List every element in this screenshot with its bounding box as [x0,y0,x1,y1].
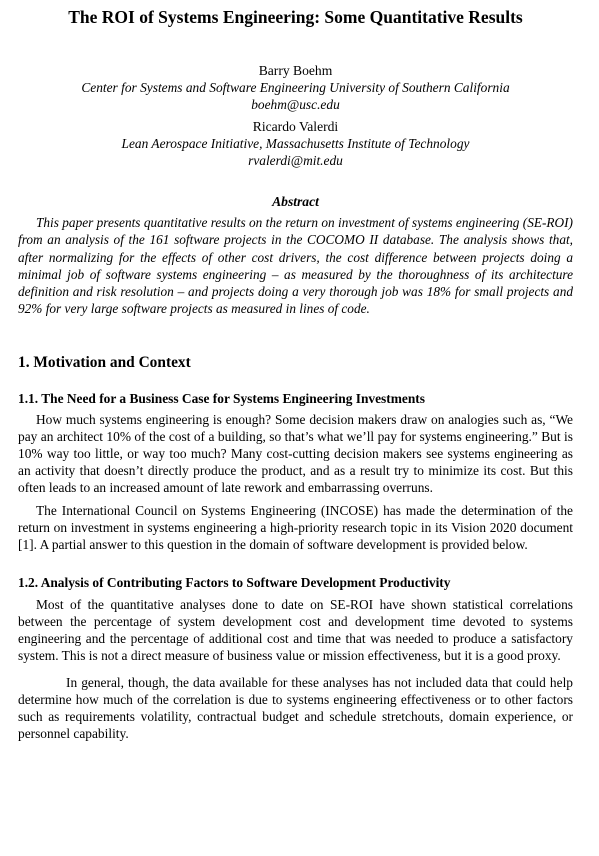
author-block-1 [18,62,573,113]
body-paragraph: The International Council on Systems Engineering (INCOSE) has made the determination of the return on investment in systems engineering a high-priority research topic in its Vision 2020 document [1]. A partial answer to this question in the domain of software development is provided below. [18,503,573,553]
abstract-heading: Abstract [272,194,319,209]
author-email: boehm@usc.edu [251,97,340,112]
author-name: Ricardo Valerdi [252,119,339,134]
body-paragraph: How much systems engineering is enough? Some decision makers draw on analogies such as, “We pay an architect 10% of the cost of a building, so that’s what we’ll pay for systems engineering.” But is 10% way too little, or way too much? Many cost-cutting decision makers see systems engineering as an activity that doesn’t directly produce the product, and as a result try to minimize its cost. But this often leads to an increased amount of late rework and embarrassing overruns. [18,411,573,496]
author-affiliation: Lean Aerospace Initiative, Massachusetts Institute of Technology [121,136,470,151]
paper-title: The ROI of Systems Engineering: Some Quantitative Results [68,7,523,27]
author-block-2 [18,118,573,169]
author-affiliation: Center for Systems and Software Engineering University of Southern California [81,80,510,95]
abstract-text: This paper presents quantitative results on the return on investment of systems engineering (SE-ROI) from an analysis of the 161 software projects in the COCOMO II database. The analysis shows that, after normalizing for the effects of other cost drivers, the cost difference between projects doing a minimal job of software systems engineering – as measured by the thoroughness of its architecture definition and risk resolution – and projects doing a very thorough job was 18% for small projects and 92% for very large software projects as measured in lines of code. [18,215,573,317]
body-paragraph: In general, though, the data available for these analyses has not included data that could help determine how much of the correlation is due to systems engineering effectiveness or to other factors such as requirements volatility, contractual budget and schedule stretchouts, domain experience, or personnel capability. [18,674,573,742]
section-heading: 1. Motivation and Context [18,353,191,371]
author-name: Barry Boehm [258,63,333,78]
body-paragraph: Most of the quantitative analyses done to date on SE-ROI have shown statistical correlations between the percentage of system development cost and development time devoted to systems engineering and the percentage of additional cost and time that was needed to produce a satisfactory system. This is not a direct measure of business value or mission effectiveness, but it is a good proxy. [18,596,573,663]
subsection-heading: 1.1. The Need for a Business Case for Systems Engineering Investments [18,390,425,406]
subsection-heading: 1.2. Analysis of Contributing Factors to Software Development Productivity [18,574,451,590]
author-email: rvalerdi@mit.edu [248,153,343,168]
